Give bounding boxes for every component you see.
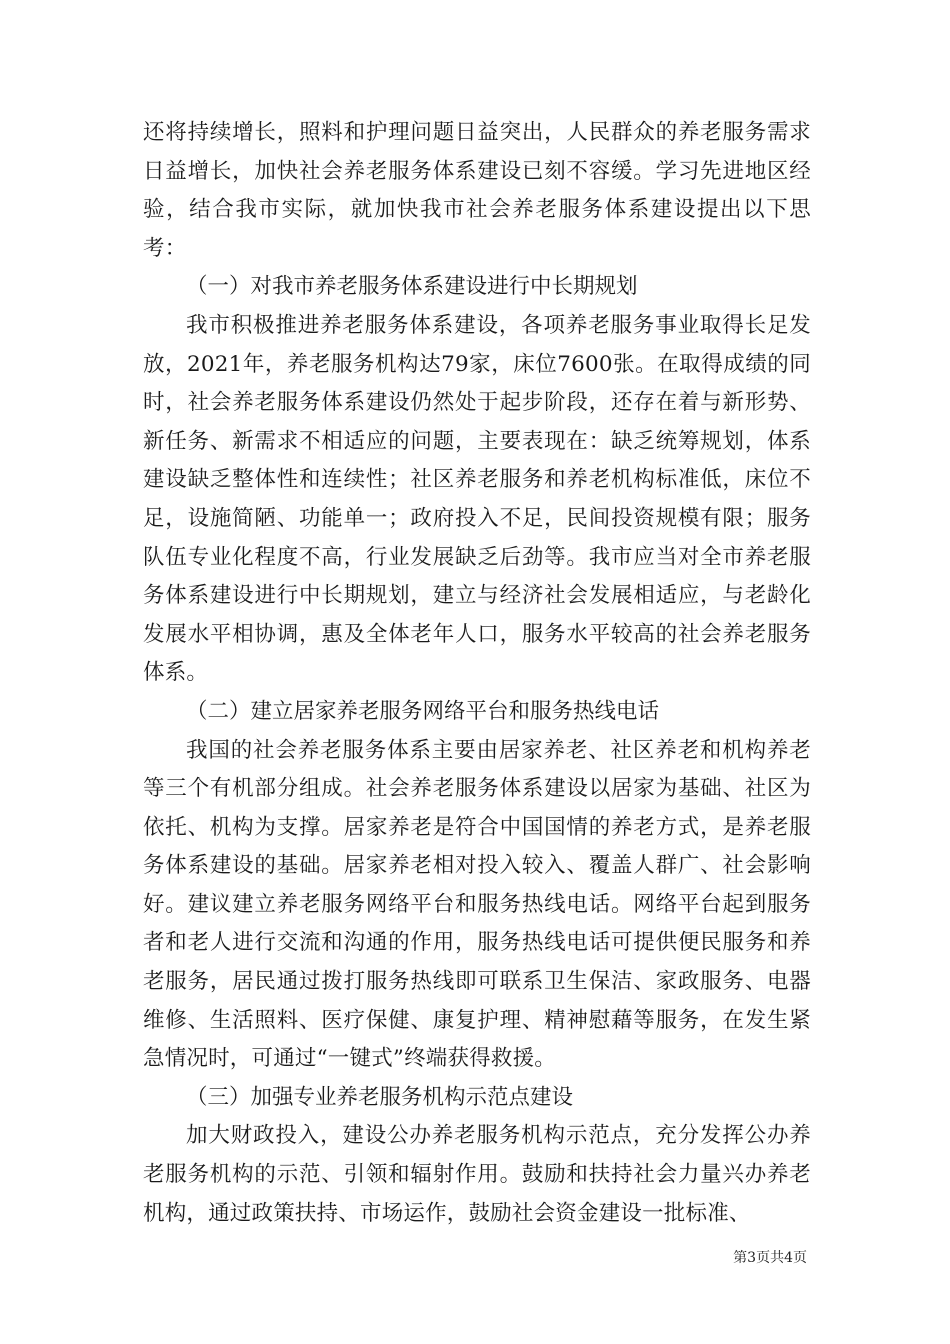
paragraph-section-2: 我国的社会养老服务体系主要由居家养老、社区养老和机构养老等三个有机部分组成。社会养老服务体系建设以居家为基础、社区为依托、机构为支撑。居家养老是符合中国国情的养老方式，是养老服务体系建设的基础。居家养老相对投入较入、覆盖人群广、社会影响好。建议建立养老服务网络平台和服务热线电话。网络平台起到服务者和老人进行交流和沟通的作用，服务热线电话可提供便民服务和养老服务，居民通过拨打服务热线即可联系卫生保洁、家政服务、电器维修、生活照料、医疗保健、康复护理、精神慰藉等服务，在发生紧急情况时，可通过“一键式”终端获得救援。 [143, 737, 811, 1072]
section-heading-1: （一）对我市养老服务体系建设进行中长期规划 [186, 274, 638, 300]
section-heading-3: （三）加强专业养老服务机构示范点建设 [186, 1084, 574, 1110]
paragraph-section-3: 加大财政投入，建设公办养老服务机构示范点，充分发挥公办养老服务机构的示范、引领和辐射作用。鼓励和扶持社会力量兴办养老机构，通过政策扶持、市场运作，鼓励社会资金建设一批标准、 [143, 1123, 811, 1226]
paragraph-intro-continued: 还将持续增长，照料和护理问题日益突出，人民群众的养老服务需求日益增长，加快社会养老服务体系建设已刻不容缓。学习先进地区经验，结合我市实际，就加快我市社会养老服务体系建设提出以下思考： [143, 120, 811, 261]
document-body [143, 114, 811, 1233]
paragraph-section-1: 我市积极推进养老服务体系建设，各项养老服务事业取得长足发放，2021年，养老服务机构达79家，床位7600张。在取得成绩的同时，社会养老服务体系建设仍然处于起步阶段，还存在着与新形势、新任务、新需求不相适应的问题，主要表现在：缺乏统筹规划，体系建设缺乏整体性和连续性；社区养老服务和养老机构标准低，床位不足，设施简陋、功能单一；政府投入不足，民间投资规模有限；服务队伍专业化程度不高，行业发展缺乏后劲等。我市应当对全市养老服务体系建设进行中长期规划，建立与经济社会发展相适应，与老龄化发展水平相协调，惠及全体老年人口，服务水平较高的社会养老服务体系。 [143, 312, 811, 686]
section-heading-2: （二）建立居家养老服务网络平台和服务热线电话 [186, 698, 660, 724]
page-number-footer: 第3页共4页 [733, 1250, 807, 1266]
